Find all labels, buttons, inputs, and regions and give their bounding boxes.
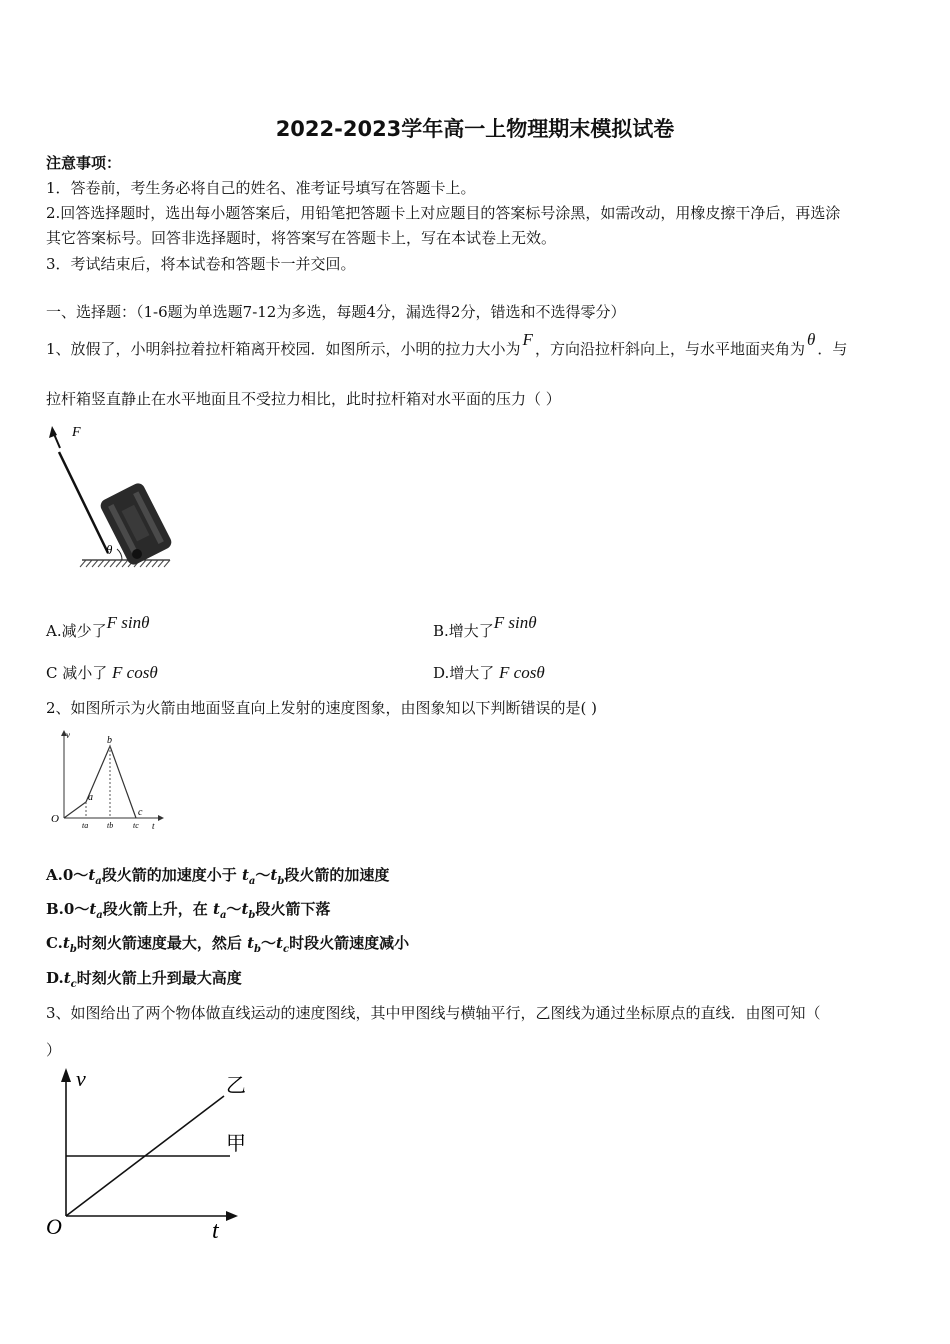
notice-item-2-cont: 其它答案标号。回答非选择题时，将答案写在答题卡上，写在本试卷上无效。: [46, 229, 557, 247]
notice-heading: 注意事项：: [46, 154, 122, 172]
angle-label: θ: [106, 542, 113, 557]
q2-a-s1: a: [95, 876, 102, 887]
v-axis-label: v: [66, 730, 70, 740]
q2-d-t1: D.: [46, 969, 64, 987]
q2-b-v1: t: [89, 900, 97, 918]
q2-c-v3: t: [276, 934, 283, 952]
q1-option-c-text: C 减小了: [46, 664, 108, 682]
q2-a-t4: 段火箭的加速度: [284, 866, 390, 884]
q2-a-t3: ～: [255, 866, 271, 884]
q2-a-t1: A.0～: [46, 866, 89, 884]
yi-label: 乙: [226, 1075, 246, 1097]
q3-stem-line2: ）: [46, 1041, 62, 1059]
point-c-label: c: [138, 807, 143, 818]
q2-a-v2: t: [241, 866, 249, 884]
q2-b-t4: 段火箭下落: [255, 900, 331, 918]
tb-tick-label: tb: [107, 821, 114, 830]
q2-a-v1: t: [88, 866, 96, 884]
tc-tick-label: tc: [133, 821, 139, 830]
q2-c-t2: 时刻火箭速度最大，然后: [76, 934, 248, 952]
notice-item-2: 2.回答选择题时，选出每小题答案后，用铅笔把答题卡上对应题目的答案标号涂黑，如需改动，用橡皮擦干净后，再选涂: [46, 204, 841, 222]
q2-stem: 2、如图所示为火箭由地面竖直向上发射的速度图象，由图象知以下判断错误的是( ): [46, 699, 598, 717]
q2-c-v1: t: [62, 934, 70, 952]
q2-b-s3: b: [248, 910, 256, 921]
q1-stem-part3: ．与: [817, 340, 848, 358]
q1-suitcase-figure: [46, 418, 176, 568]
handle-rod: [59, 452, 108, 553]
q2-a-s2: a: [248, 876, 256, 887]
q2-b-v3: t: [241, 900, 249, 918]
q2-c-s3: c: [282, 944, 290, 955]
q2-c-t1: C.: [46, 934, 63, 952]
q3-stem: 3、如图给出了两个物体做直线运动的速度图线，其中甲图线与横轴平行，乙图线为通过坐标原点的直线．由图可知（: [46, 1004, 821, 1022]
q2-velocity-graph: [46, 728, 166, 836]
q1-stem-part1: 1、放假了，小明斜拉着拉杆箱离开校园．如图所示，小明的拉力大小为: [46, 340, 521, 358]
ta-tick-label: ta: [82, 821, 89, 830]
q2-option-d[interactable]: [46, 967, 242, 990]
q2-c-t4: 时段火箭速度减小: [289, 934, 410, 952]
wheel: [132, 549, 142, 559]
force-label: F: [72, 425, 81, 440]
q3-velocity-graph: [40, 1062, 260, 1244]
point-b-label: b: [107, 735, 112, 746]
section-heading: 一、选择题：（1-6题为单选题7-12为多选，每题4分，漏选得2分，错选和不选得零分）: [46, 303, 626, 321]
origin-label: O: [51, 813, 59, 825]
q2-option-b[interactable]: [46, 898, 330, 921]
q2-a-s3: b: [277, 876, 285, 887]
q1-option-a-math: F sinθ: [106, 613, 150, 632]
q2-d-s1: c: [70, 979, 77, 990]
q1-option-c-math: F cosθ: [112, 663, 158, 682]
q1-option-a-text: A.减少了: [46, 622, 107, 640]
q2-option-c[interactable]: [46, 932, 409, 955]
origin-label: O: [46, 1214, 62, 1239]
q2-c-t3: ～: [261, 934, 277, 952]
q2-c-s2: b: [254, 944, 262, 955]
q1-symbol-theta: θ: [806, 330, 816, 349]
q1-option-b[interactable]: [433, 612, 537, 640]
q2-b-t2: 段火箭上升，在: [102, 900, 213, 918]
q1-option-a[interactable]: [46, 612, 150, 640]
t-axis-label: t: [152, 821, 155, 831]
q2-a-v3: t: [270, 866, 278, 884]
notice-item-3: 3．考试结束后，将本试卷和答题卡一并交回。: [46, 255, 356, 273]
q2-b-s2: a: [219, 910, 227, 921]
q2-b-t1: B.0～: [46, 900, 90, 918]
q2-b-s1: a: [96, 910, 103, 921]
q2-d-t2: 时刻火箭上升到最大高度: [76, 969, 242, 987]
q2-c-v2: t: [247, 934, 255, 952]
jia-label: 甲: [226, 1133, 246, 1155]
q1-symbol-f: F: [522, 330, 533, 349]
q2-a-t2: 段火箭的加速度小于: [101, 866, 242, 884]
notice-item-1: 1．答卷前，考生务必将自己的姓名、准考证号填写在答题卡上。: [46, 179, 476, 197]
q1-option-b-math: F sinθ: [493, 613, 537, 632]
t-axis-label: t: [212, 1218, 219, 1244]
page-title: 2022-2023学年高一上物理期末模拟试卷: [275, 117, 675, 141]
q1-option-d-math: F cosθ: [499, 663, 545, 682]
q1-stem-line2: 拉杆箱竖直静止在水平地面且不受拉力相比，此时拉杆箱对水平面的压力（ ）: [46, 390, 561, 408]
q1-option-c[interactable]: [46, 662, 158, 683]
q2-b-v2: t: [213, 900, 220, 918]
q2-d-v1: t: [63, 969, 71, 987]
q1-option-d[interactable]: [433, 662, 545, 683]
q1-stem-part2: ，方向沿拉杆斜向上，与水平地面夹角为: [534, 340, 805, 358]
point-a-label: a: [88, 792, 93, 803]
v-axis-label: v: [76, 1066, 86, 1091]
q1-stem: [46, 330, 848, 359]
q1-option-d-text: D.增大了: [433, 664, 495, 682]
q2-b-t3: ～: [226, 900, 242, 918]
q2-c-s1: b: [69, 944, 77, 955]
q2-option-a[interactable]: [46, 864, 389, 887]
q1-option-b-text: B.增大了: [433, 622, 494, 640]
